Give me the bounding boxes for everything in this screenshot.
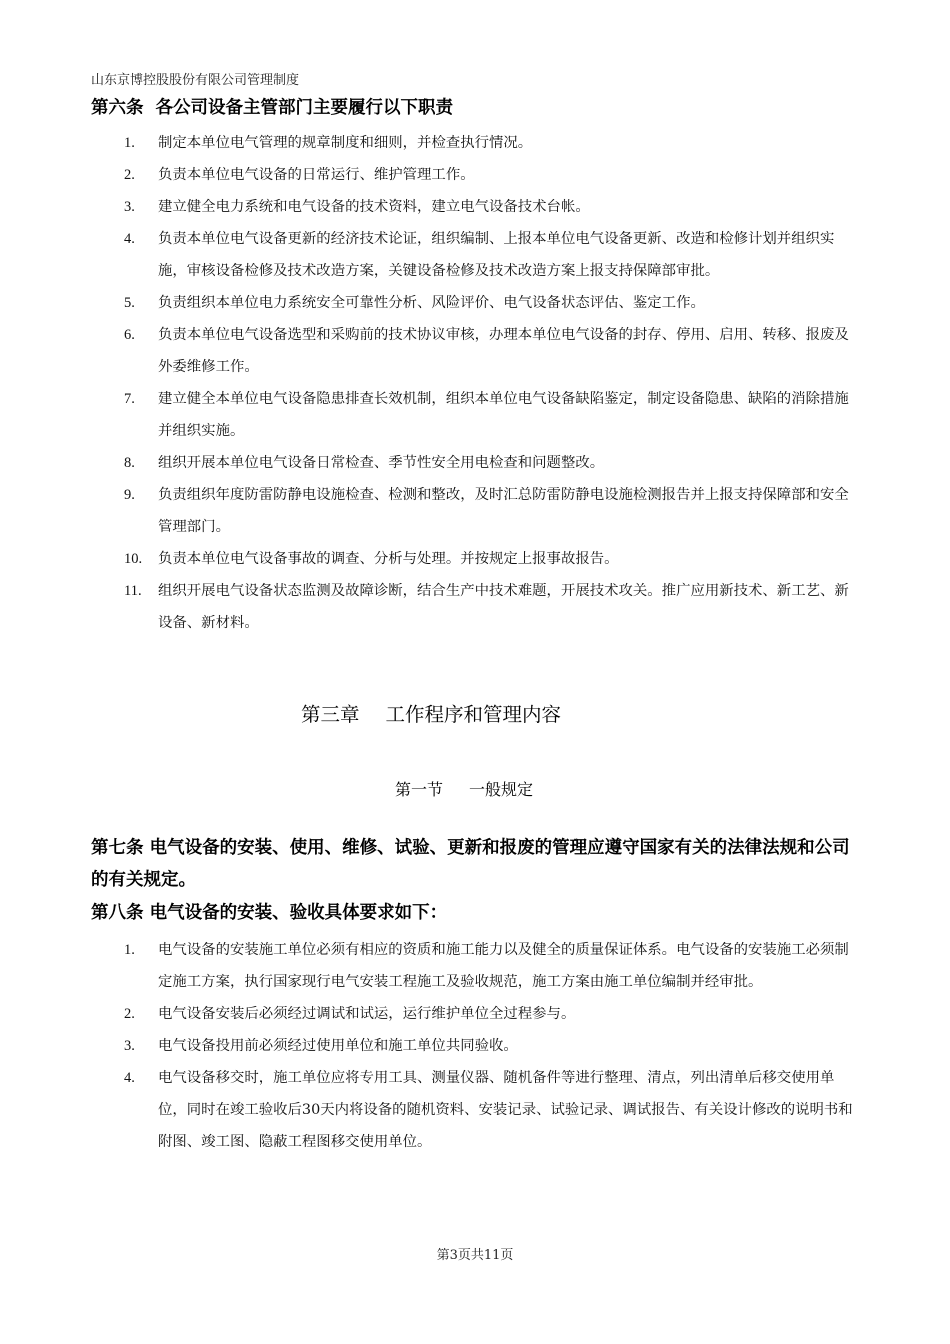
list-item-text: 负责本单位电气设备选型和采购前的技术协议审核，办理本单位电气设备的封存、停用、启用、转移、报废及外委维修工作。 [158, 327, 849, 375]
section-title [0, 777, 928, 800]
list-item-number: 2. [124, 1006, 135, 1022]
article-7 [91, 832, 866, 896]
list-item-text: 电气设备移交时，施工单位应将专用工具、测量仪器、随机备件等进行整理、清点，列出清单后移交使用单位，同时在竣工验收后30天内将设备的随机资料、安装记录、试验记录、调试报告、有关设计修改的说明书和附图、竣工图、隐蔽工程图移交使用单位。 [158, 1070, 853, 1150]
list-item-text: 负责组织本单位电力系统安全可靠性分析、风险评价、电气设备状态评估、鉴定工作。 [158, 295, 705, 311]
list-item-text: 负责本单位电气设备更新的经济技术论证，组织编制、上报本单位电气设备更新、改造和检修计划并组织实施，审核设备检修及技术改造方案，关键设备检修及技术改造方案上报支持保障部审批。 [158, 231, 835, 279]
article-6-number: 第六条 [91, 98, 144, 118]
list-item-text: 电气设备安装后必须经过调试和试运，运行维护单位全过程参与。 [158, 1006, 576, 1022]
list-item-number: 7. [124, 391, 135, 407]
article-6-heading [91, 94, 453, 119]
list-item-number: 4. [124, 231, 135, 247]
list-item-number: 5. [124, 295, 135, 311]
list-item [91, 223, 861, 287]
list-item-text: 负责本单位电气设备的日常运行、维护管理工作。 [158, 167, 475, 183]
section-number: 第一节 [394, 780, 443, 799]
list-item-text: 组织开展本单位电气设备日常检查、季节性安全用电检查和问题整改。 [158, 455, 605, 471]
article-8-number: 第八条 [91, 903, 144, 923]
article-6-list [91, 127, 861, 639]
list-item [91, 383, 861, 447]
list-item-number: 9. [124, 487, 135, 503]
section-name: 一般规定 [469, 780, 534, 799]
document-header: 山东京博控股股份有限公司管理制度 [91, 73, 300, 88]
article-7-number: 第七条 [91, 838, 144, 858]
list-item-number: 3. [124, 1038, 135, 1054]
list-item [91, 1030, 861, 1062]
list-item [91, 127, 861, 159]
article-8-list [91, 934, 861, 1158]
list-item-number: 6. [124, 327, 135, 343]
list-item-text: 电气设备投用前必须经过使用单位和施工单位共同验收。 [158, 1038, 518, 1054]
list-item-number: 8. [124, 455, 135, 471]
chapter-title [0, 699, 862, 727]
list-item-text: 组织开展电气设备状态监测及故障诊断，结合生产中技术难题，开展技术攻关。推广应用新技术、新工艺、新设备、新材料。 [158, 583, 849, 631]
list-item [91, 575, 861, 639]
list-item [91, 1062, 861, 1158]
list-item-number: 1. [124, 942, 135, 958]
list-item [91, 934, 861, 998]
list-item-text: 负责组织年度防雷防静电设施检查、检测和整改，及时汇总防雷防静电设施检测报告并上报支持保障部和安全管理部门。 [158, 487, 849, 535]
list-item [91, 191, 861, 223]
article-8-heading [91, 897, 866, 929]
list-item-text: 负责本单位电气设备事故的调查、分析与处理。并按规定上报事故报告。 [158, 551, 619, 567]
article-8-title: 电气设备的安装、验收具体要求如下： [149, 903, 448, 923]
article-6-title: 各公司设备主管部门主要履行以下职责 [155, 98, 453, 118]
page-number: 第3页共11页 [436, 1248, 514, 1263]
list-item [91, 998, 861, 1030]
list-item [91, 479, 861, 543]
list-item-number: 3. [124, 199, 135, 215]
list-item-text: 建立健全本单位电气设备隐患排查长效机制，组织本单位电气设备缺陷鉴定，制定设备隐患、缺陷的消除措施并组织实施。 [158, 391, 849, 439]
list-item-number: 1. [124, 135, 135, 151]
list-item-number: 2. [124, 167, 135, 183]
list-item-text: 制定本单位电气管理的规章制度和细则，并检查执行情况。 [158, 135, 533, 151]
article-7-text: 电气设备的安装、使用、维修、试验、更新和报废的管理应遵守国家有关的法律法规和公司的有关规定。 [91, 838, 850, 890]
list-item [91, 543, 861, 575]
chapter-name: 工作程序和管理内容 [385, 703, 562, 726]
list-item [91, 447, 861, 479]
list-item-number: 10. [124, 551, 143, 567]
list-item-text: 建立健全电力系统和电气设备的技术资料，建立电气设备技术台帐。 [158, 199, 590, 215]
list-item-text: 电气设备的安装施工单位必须有相应的资质和施工能力以及健全的质量保证体系。电气设备的安装施工必须制定施工方案，执行国家现行电气安装工程施工及验收规范，施工方案由施工单位编制并经审批。 [158, 942, 849, 990]
list-item-number: 4. [124, 1070, 135, 1086]
list-item-number: 11. [124, 583, 142, 599]
chapter-number: 第三章 [300, 703, 360, 726]
list-item [91, 159, 861, 191]
list-item [91, 319, 861, 383]
list-item [91, 287, 861, 319]
